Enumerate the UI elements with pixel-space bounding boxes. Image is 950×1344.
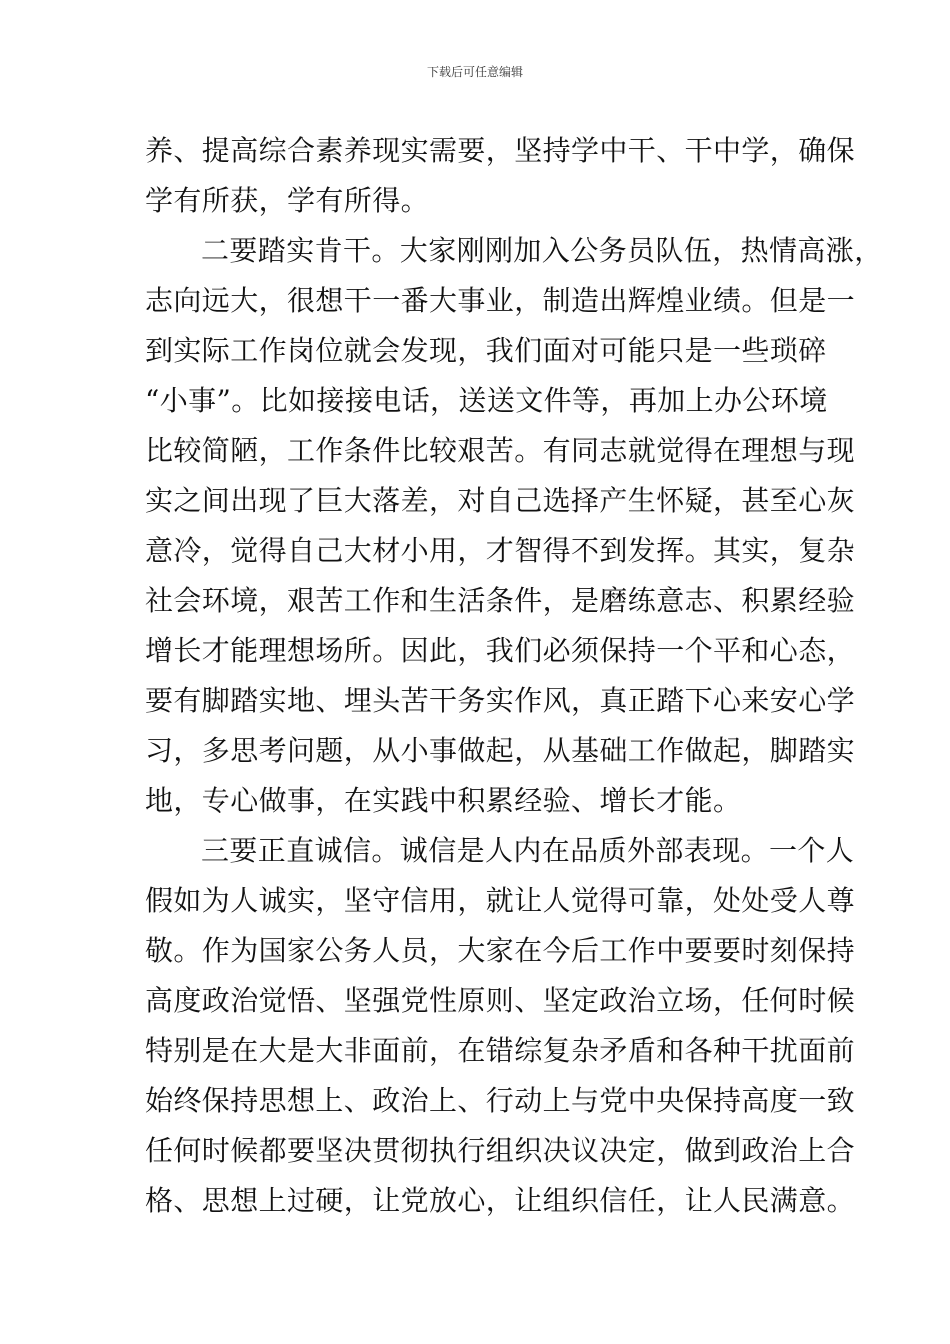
document-body	[145, 126, 883, 1226]
text-line: 假如为人诚实，坚守信用，就让人觉得可靠，处处受人尊	[145, 884, 856, 917]
text-line: 志向远大，很想干一番大事业，制造出辉煌业绩。但是一	[145, 284, 856, 317]
text-line: 社会环境，艰苦工作和生活条件，是磨练意志、积累经验	[145, 584, 856, 617]
text-line: 始终保持思想上、政治上、行动上与党中央保持高度一致	[145, 1084, 856, 1117]
text-line: 敬。作为国家公务人员，大家在今后工作中要要时刻保持	[145, 934, 856, 967]
text-line: 比较简陋，工作条件比较艰苦。有同志就觉得在理想与现	[145, 434, 856, 467]
paragraph-start-line: 二要踏实肯干。大家刚刚加入公务员队伍，热情高涨，	[201, 234, 883, 267]
text-line: 养、提高综合素养现实需要，坚持学中干、干中学，确保	[145, 134, 856, 167]
text-line: 格、思想上过硬，让党放心，让组织信任，让人民满意。	[145, 1184, 856, 1217]
text-line: 学有所获，学有所得。	[145, 184, 430, 217]
text-line: 习，多思考问题，从小事做起，从基础工作做起，脚踏实	[145, 734, 856, 767]
text-line: 地，专心做事，在实践中积累经验、增长才能。	[145, 784, 742, 817]
page-header: 下载后可任意编辑	[426, 65, 523, 79]
text-line: 到实际工作岗位就会发现，我们面对可能只是一些琐碎	[145, 334, 827, 367]
text-line: “小事”。比如接接电话，送送文件等，再加上办公环境	[145, 384, 828, 417]
text-line: 实之间出现了巨大落差，对自己选择产生怀疑，甚至心灰	[145, 484, 856, 517]
text-line: 特别是在大是大非面前，在错综复杂矛盾和各种干扰面前	[145, 1034, 856, 1067]
text-line: 意冷，觉得自己大材小用，才智得不到发挥。其实，复杂	[145, 534, 856, 567]
text-line: 要有脚踏实地、埋头苦干务实作风，真正踏下心来安心学	[145, 684, 856, 717]
text-line: 增长才能理想场所。因此，我们必须保持一个平和心态，	[145, 634, 856, 667]
paragraph-start-line: 三要正直诚信。诚信是人内在品质外部表现。一个人	[201, 834, 855, 867]
text-line: 任何时候都要坚决贯彻执行组织决议决定，做到政治上合	[145, 1134, 856, 1167]
text-line: 高度政治觉悟、坚强党性原则、坚定政治立场，任何时候	[145, 984, 856, 1017]
